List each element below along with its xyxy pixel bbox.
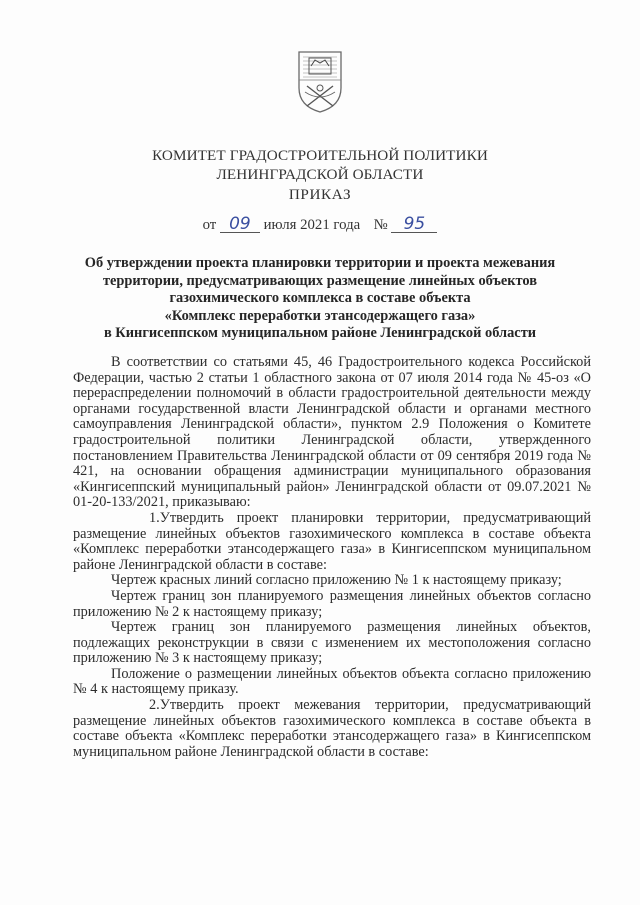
document-title [60, 255, 580, 343]
sub-item-zone-boundaries: Чертеж границ зон планируемого размещения линейных объектов согласно приложению № 2 к настоящему приказу; [73, 587, 591, 620]
item-2-number: 2. [149, 697, 160, 714]
date-prefix: от [202, 217, 217, 233]
preamble-paragraph: В соответствии со статьями 45, 46 Градостроительного кодекса Российской Федерации, частью 2 статьи 1 областного закона от 07 июля 2014 года № 45-оз «О перераспределении полномочий в области градостроительной деятельности между органами государственной власти Ленинградской области и органами местного самоуправления Ленинградской области», пунктом 2.9 Положения о Комитете градостроительной политики Ленинградской области, утвержденного постановлением Правительства Ленинградской области от 09 сентября 2019 года № 421, на основании обращения администрации муниципального образования «Кингисеппский муниципальный район» Ленинградской области от 09.07.2021 № 01-20-133/2021, приказываю: [73, 354, 591, 511]
item-1-number: 1. [149, 509, 160, 526]
title-line-5: в Кингисеппском муниципальном районе Ленинградской области [103, 325, 537, 342]
committee-line-1: КОМИТЕТ ГРАДОСТРОИТЕЛЬНОЙ ПОЛИТИКИ [152, 147, 488, 164]
title-line-2: территории, предусматривающих размещение линейных объектов [102, 272, 538, 289]
date-month-year: июля 2021 года [263, 217, 361, 233]
item-1-text: Утвердить проект планировки территории, предусматривающий размещение линейных объектов газохимического комплекса в составе объекта «Комплекс переработки этансодержащего газа» в Кингисеппском муниципальном районе Ленинградской области в составе: [73, 509, 591, 573]
item-2-text: Утвердить проект межевания территории, предусматривающий размещение линейных объектов газохимического комплекса в составе объекта в составе объекта «Комплекс переработки этансодержащего газа» в Кингисеппском муниципальном районе Ленинградской области в составе: [73, 697, 591, 760]
order-date-line [0, 214, 640, 234]
committee-line-2: ЛЕНИНГРАДСКОЙ ОБЛАСТИ [216, 166, 424, 183]
title-line-3: газохимического комплекса в составе объекта [169, 290, 471, 307]
document-body [73, 355, 591, 760]
title-line-1: Об утверждении проекта планировки территории и проекта межевания [84, 255, 556, 271]
item-2-paragraph [73, 698, 591, 760]
handwritten-day: 09 [220, 214, 260, 234]
sub-item-placement-regulation: Положение о размещении линейных объектов объекта согласно приложению № 4 к настоящему приказу. [73, 665, 591, 698]
committee-name [0, 146, 640, 184]
handwritten-order-number: 95 [391, 214, 437, 234]
coat-of-arms-emblem [295, 48, 345, 114]
sub-item-red-lines: Чертеж красных линий согласно приложению № 1 к настоящему приказу; [111, 572, 562, 589]
title-line-4: «Комплекс переработки этансодержащего газа» [164, 307, 476, 324]
order-heading: ПРИКАЗ [288, 186, 352, 203]
item-1-paragraph [73, 511, 591, 573]
number-sign: № [373, 217, 388, 233]
sub-item-reconstruction-zones: Чертеж границ зон планируемого размещения линейных объектов, подлежащих реконструкции в связи с изменением их местоположения согласно приложению № 3 к настоящему приказу; [73, 619, 591, 667]
